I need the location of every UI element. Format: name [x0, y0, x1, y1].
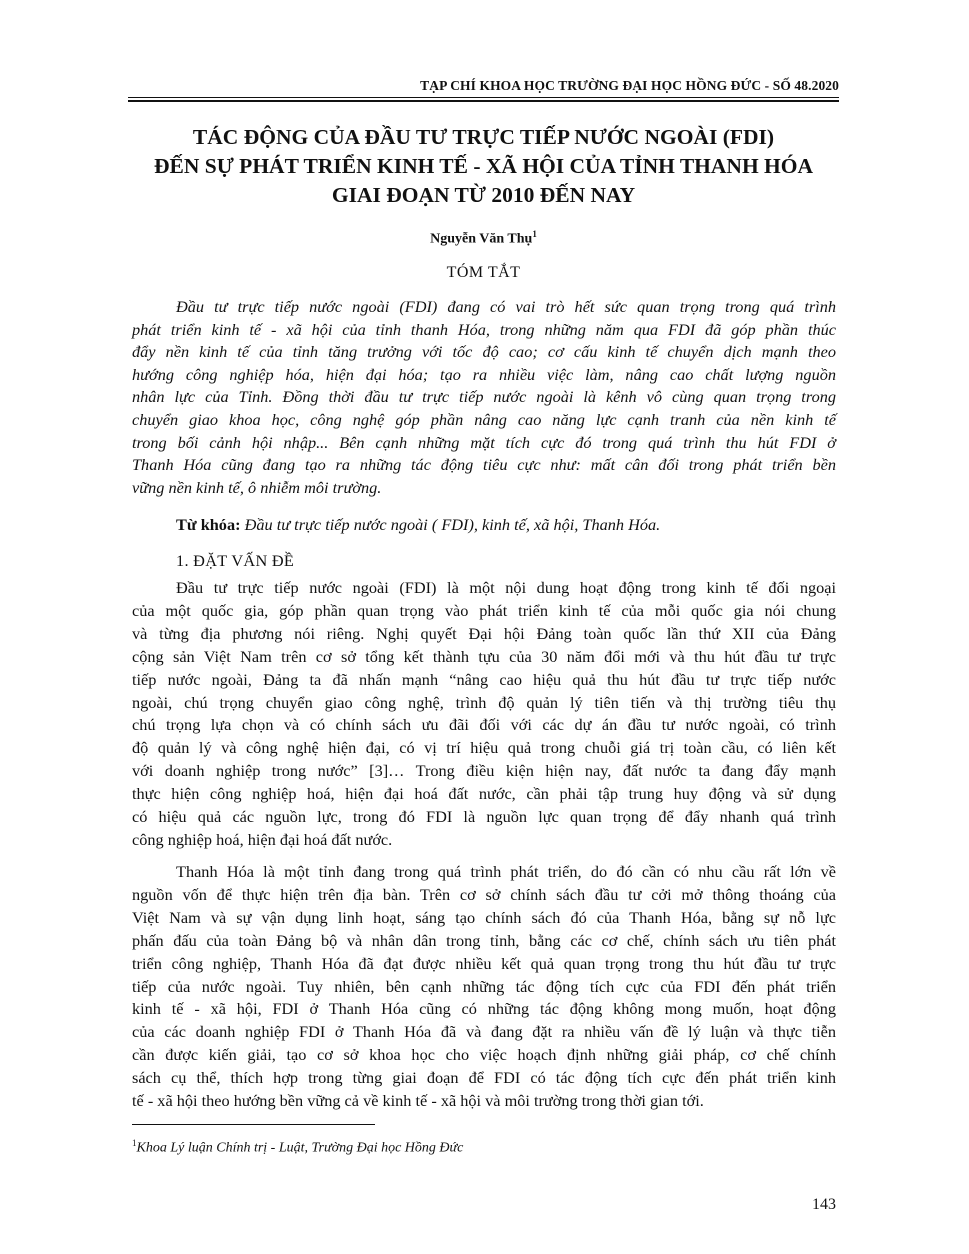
abstract-line: chuyển giao khoa học, công nghệ góp phần nâng cao năng lực cạnh tranh của nền kinh tế [132, 409, 836, 429]
section-heading: 1. ĐẶT VẤN ĐỀ [176, 551, 295, 570]
abstract-line: vững nền kinh tế, ô nhiễm môi trường. [132, 477, 382, 497]
paragraph-2 [132, 861, 836, 1113]
paragraph-line: nguồn vốn để thực hiện trên địa bàn. Trên cơ sở chính sách đầu tư cởi mở thông thoáng của [132, 884, 836, 904]
title-line-3: GIAI ĐOẠN TỪ 2010 ĐẾN NAY [331, 183, 636, 207]
paragraph-line: độ quản lý và công nghệ hiện đại, có vị trí hiệu quả trong chuỗi giá trị toàn cầu, có liên kết [132, 738, 836, 758]
journal-header: TẠP CHÍ KHOA HỌC TRƯỜNG ĐẠI HỌC HỒNG ĐỨC - SỐ 48.2020 [420, 78, 839, 93]
paragraph-line: với doanh nghiệp trong nước” [3]… Trong điều kiện hiện nay, đất nước ta đang đẩy mạnh [132, 761, 836, 781]
paragraph-line: Việt Nam và sự vận dụng linh hoạt, sáng tạo chính sách đó của Thanh Hóa, bằng sự nỗ lực [132, 907, 836, 927]
paragraph-1 [132, 577, 836, 852]
paragraph-line: cộng sản Việt Nam trên cơ sở tổng kết thành tựu của 30 năm đổi mới và thu hút đầu tư trực [132, 646, 836, 666]
paragraph-line: cần được kiến giải, tạo cơ sở khoa học cho việc hoạch định những giải pháp, cơ chế chính [132, 1045, 836, 1065]
author-footnote-mark: 1 [532, 229, 537, 239]
abstract-text [132, 296, 836, 499]
abstract-line: Đầu tư trực tiếp nước ngoài (FDI) đang có vai trò hết sức quan trọng trong quá trình [176, 297, 836, 316]
keywords [176, 515, 836, 535]
paragraph-line: phấn đấu của toàn Đảng bộ và nhân dân trong tỉnh, bằng các cơ chế, chính sách ưu tiên phát [132, 930, 836, 950]
paragraph-line: tiếp của nước ngoài. Tuy nhiên, bên cạnh những tác động tích cực của FDI đến phát triển [132, 976, 836, 996]
paragraph-line: ngoài, chú trọng chuyển giao công nghệ, trình độ quản lý tiên tiến và thị trường tiêu thụ [132, 692, 836, 712]
paragraph-line: của một quốc gia, góp phần quan trọng vào phát triển kinh tế của mỗi quốc gia nói chung [132, 600, 836, 620]
paragraph-line: sách cụ thể, thích hợp trong từng giai đoạn để FDI có tác động tích cực đến phát triển kinh [132, 1068, 836, 1088]
paragraph-line: tiếp nước ngoài, Đảng ta đã nhấn mạnh “nâng cao hiệu quả thu hút đầu tư trực tiếp nước [132, 669, 836, 689]
footnote-mark: 1 [132, 1138, 137, 1148]
keywords-text: Đầu tư trực tiếp nước ngoài ( FDI), kinh tế, xã hội, Thanh Hóa. [240, 515, 661, 534]
footnote-rule [132, 1124, 375, 1125]
paragraph-line: có hiệu quả các nguồn lực, trong đó FDI là nguồn lực quan trọng để đẩy nhanh quá trình [132, 807, 836, 827]
abstract-line: hướng công nghiệp hóa, hiện đại hóa; tạo ra nhiều việc làm, nâng cao chất lượng nguồn [132, 364, 836, 384]
abstract-heading: TÓM TẮT [446, 264, 521, 281]
title-line-2: ĐẾN SỰ PHÁT TRIỂN KINH TẾ - XÃ HỘI CỦA TỈNH THANH HÓA [153, 154, 814, 178]
title-line-1: TÁC ĐỘNG CỦA ĐẦU TƯ TRỰC TIẾP NƯỚC NGOÀI (FDI) [192, 125, 775, 149]
paragraph-line: Đầu tư trực tiếp nước ngoài (FDI) là một nội dung hoạt động trong kinh tế đối ngoại [176, 578, 836, 597]
paragraph-line: tế - xã hội theo hướng bền vững cả về kinh tế - xã hội và môi trường trong thời gian tới. [132, 1091, 704, 1111]
paragraph-line: chú trọng lựa chọn và có chính sách ưu đãi đối với các dự án đầu tư nước ngoài, có trình [132, 715, 836, 735]
paragraph-line: triển công nghiệp, Thanh Hóa đã đạt được nhiều kết quả quan trọng trong thu hút đầu tư trực [132, 953, 836, 973]
header-rule [128, 97, 839, 98]
header-rule-thick [128, 100, 839, 102]
abstract-line: Thanh Hóa cũng đang tạo ra những tác động tiêu cực như: mất cân đối trong phát triển bền [132, 455, 836, 475]
footnote-text: Khoa Lý luận Chính trị - Luật, Trường Đại học Hồng Đức [136, 1140, 464, 1156]
article-title [128, 123, 839, 210]
keywords-label: Từ khóa: [176, 515, 241, 534]
paragraph-line: thực hiện công nghiệp hoá, hiện đại hoá đất nước, cần phải tập trung huy động và sử dụng [132, 784, 836, 804]
abstract-line: trong bối cảnh hội nhập... Bên cạnh những mặt tích cực đó trong quá trình thu hút FDI ở [132, 432, 836, 452]
abstract-line: đẩy nền kinh tế của tỉnh tăng trưởng với tốc độ cao; cơ cấu kinh tế chuyển dịch mạnh theo [132, 342, 836, 362]
paragraph-line: công nghiệp hoá, hiện đại hoá đất nước. [132, 829, 393, 849]
abstract-line: phát triển kinh tế - xã hội của tỉnh thanh Hóa, trong những năm qua FDI đã góp phần thúc [132, 319, 836, 339]
footnote [132, 1138, 463, 1157]
paragraph-line: và từng địa phương nói riêng. Nghị quyết Đại hội Đảng toàn quốc lần thứ XII của Đảng [132, 623, 836, 643]
abstract-line: nhân lực của Tỉnh. Đồng thời đầu tư trực tiếp nước ngoài là kênh vô cùng quan trọng trong [132, 387, 836, 407]
paragraph-line: Thanh Hóa là một tỉnh đang trong quá trình phát triển, do đó cần có nhu cầu rất lớn về [176, 862, 836, 881]
page-number: 143 [812, 1196, 836, 1213]
paragraph-line: kinh tế - xã hội, FDI ở Thanh Hóa cũng có những tác động không mong muốn, hoạt động [132, 999, 836, 1019]
author [128, 229, 839, 248]
paragraph-line: của các doanh nghiệp FDI ở Thanh Hóa đã và đang đặt ra nhiều vấn đề lý luận và thực tiễn [132, 1022, 836, 1042]
author-name: Nguyễn Văn Thụ [430, 231, 533, 247]
